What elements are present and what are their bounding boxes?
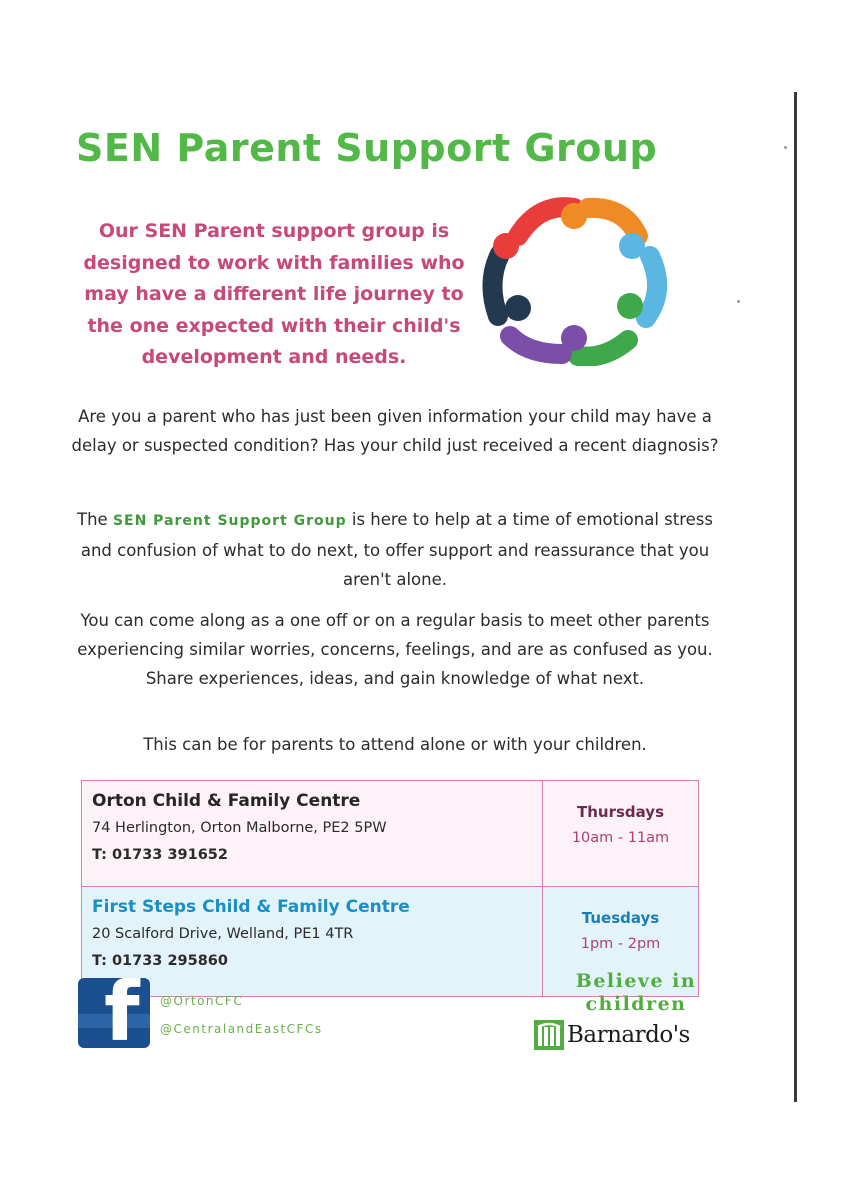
centre-address: 20 Scalford Drive, Welland, PE1 4TR xyxy=(92,926,354,942)
session-day: Thursdays xyxy=(576,803,665,821)
centre-name: First Steps Child & Family Centre xyxy=(92,897,410,917)
facebook-icon xyxy=(78,978,150,1048)
paragraph-support-start: The xyxy=(77,510,113,529)
intro-text: Our SEN Parent support group is designed to work with families who may have a different life journey to the one expected with their child's development and needs. xyxy=(83,220,465,368)
session-location xyxy=(82,781,543,887)
paragraph-question: Are you a parent who has just been given information your child may have a delay or suspected condition? Has your child just received a recent diagnosis? xyxy=(71,407,719,455)
barnardos-tagline xyxy=(566,970,706,1016)
tagline-line-2: children xyxy=(585,993,687,1015)
session-hours: 10am - 11am xyxy=(571,830,670,846)
centre-address: 74 Herlington, Orton Malborne, PE2 5PW xyxy=(92,820,387,836)
scan-speck xyxy=(784,146,787,149)
scan-speck xyxy=(737,300,740,303)
barnardos-mark-icon xyxy=(534,1020,564,1050)
barnardos-name: Barnardo's xyxy=(567,1022,690,1048)
session-hours: 1pm - 2pm xyxy=(580,936,661,952)
page-title: SEN Parent Support Group xyxy=(76,126,658,170)
paragraph-support xyxy=(70,505,720,594)
tagline-line-1: Believe in xyxy=(575,970,697,992)
group-name-highlight: SEN Parent Support Group xyxy=(112,513,347,529)
scan-edge-line xyxy=(794,92,797,1102)
session-row xyxy=(82,781,699,887)
centre-phone: T: 01733 295860 xyxy=(92,953,228,969)
paragraph-attend: You can come along as a one off or on a regular basis to meet other parents experiencing similar worries, concerns, feelings, and are as confused as you. Share experiences, ideas, and gain knowledge of what next. xyxy=(77,611,713,688)
session-time xyxy=(543,781,699,887)
sessions-table xyxy=(81,780,699,997)
facebook-f-glyph: f xyxy=(104,978,140,1048)
barnardos-logo xyxy=(534,1020,690,1050)
paragraph-children: This can be for parents to attend alone or with your children. xyxy=(143,735,647,754)
social-handle-central-east: @CentralandEastCFCs xyxy=(160,1022,323,1036)
centre-phone: T: 01733 391652 xyxy=(92,847,228,863)
session-day: Tuesdays xyxy=(581,909,660,927)
paragraph-support-rest: is here to help at a time of emotional stress and confusion of what to do next, to offer support and reassurance that you aren't alone. xyxy=(80,510,713,589)
social-handle-orton: @OrtonCFC xyxy=(160,994,244,1008)
people-circle-logo xyxy=(478,190,670,366)
session-location xyxy=(82,887,543,997)
centre-name: Orton Child & Family Centre xyxy=(92,791,361,811)
